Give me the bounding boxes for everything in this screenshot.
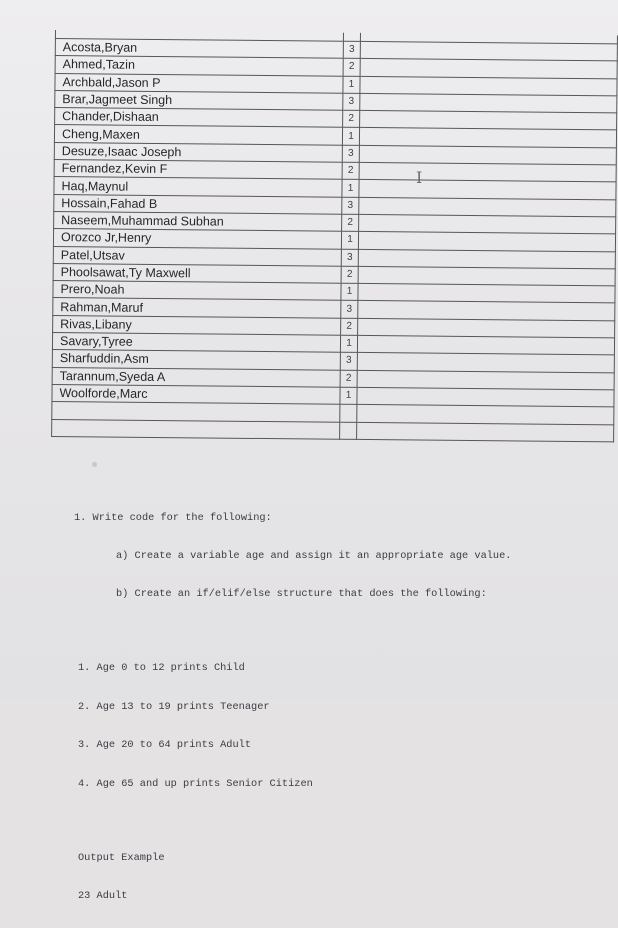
- student-name: [52, 419, 340, 439]
- group-number: 2: [340, 370, 357, 387]
- group-number: 1: [343, 76, 360, 93]
- roster-table: [51, 30, 618, 442]
- group-number: [340, 422, 357, 439]
- rule-item: 2. Age 13 to 19 prints Teenager: [78, 700, 270, 713]
- group-number: 3: [342, 197, 359, 214]
- paper-mark: [92, 462, 97, 467]
- student-name: Archbald,Jason P: [55, 73, 343, 93]
- student-name: Rivas,Libany: [53, 315, 341, 335]
- output-example-value: 23 Adult: [78, 889, 128, 902]
- group-number: 2: [342, 214, 359, 231]
- student-roster: [51, 30, 618, 442]
- group-number: 1: [341, 283, 358, 300]
- student-name: Haq,Maynul: [54, 177, 342, 197]
- group-number: 2: [341, 266, 358, 283]
- group-number: 1: [342, 128, 359, 145]
- student-name: Prero,Noah: [53, 281, 341, 301]
- student-name: Woolforde,Marc: [52, 384, 340, 404]
- student-name: Desuze,Isaac Joseph: [54, 142, 342, 162]
- student-name: Phoolsawat,Ty Maxwell: [53, 263, 341, 283]
- group-number: 3: [342, 145, 359, 162]
- rule-item: 4. Age 65 and up prints Senior Citizen: [78, 777, 313, 790]
- group-number: 3: [343, 41, 360, 58]
- group-number: 2: [343, 110, 360, 127]
- text-cursor-icon: I: [416, 168, 423, 187]
- student-name: Savary,Tyree: [52, 333, 340, 353]
- student-name: Fernandez,Kevin F: [54, 160, 342, 180]
- student-name: Patel,Utsav: [53, 246, 341, 266]
- group-number: 3: [340, 353, 357, 370]
- group-number: 2: [342, 162, 359, 179]
- student-name: Rahman,Maruf: [53, 298, 341, 318]
- student-name: Cheng,Maxen: [54, 125, 342, 145]
- group-number: 3: [341, 301, 358, 318]
- output-example-label: Output Example: [78, 851, 165, 864]
- group-number: 1: [340, 335, 357, 352]
- rule-item: 1. Age 0 to 12 prints Child: [78, 662, 245, 675]
- student-name: Ahmed,Tazin: [55, 56, 343, 76]
- student-name: Hossain,Fahad B: [54, 194, 342, 214]
- student-name: Brar,Jagmeet Singh: [55, 90, 343, 110]
- task-part-b: b) Create an if/elif/else structure that does the following:: [116, 588, 487, 601]
- group-number: 2: [343, 59, 360, 76]
- student-name: Chander,Dishaan: [55, 108, 343, 128]
- rule-item: 3. Age 20 to 64 prints Adult: [78, 739, 252, 752]
- group-number: 3: [341, 249, 358, 266]
- empty-cell: [357, 422, 614, 442]
- student-name: Tarannum,Syeda A: [52, 367, 340, 387]
- group-number: 2: [341, 318, 358, 335]
- group-number: 1: [340, 387, 357, 404]
- student-name: Acosta,Bryan: [55, 39, 343, 59]
- group-number: 1: [342, 180, 359, 197]
- student-name: Naseem,Muhammad Subhan: [54, 211, 342, 231]
- group-number: 3: [343, 93, 360, 110]
- group-number: 1: [341, 232, 358, 249]
- task-heading: 1. Write code for the following:: [74, 511, 272, 524]
- assignment-instructions: [74, 486, 511, 928]
- student-name: Orozco Jr,Henry: [53, 229, 341, 249]
- student-name: Sharfuddin,Asm: [52, 350, 340, 370]
- task-part-a: a) Create a variable age and assign it an appropriate age value.: [116, 549, 512, 562]
- group-number: [340, 404, 357, 421]
